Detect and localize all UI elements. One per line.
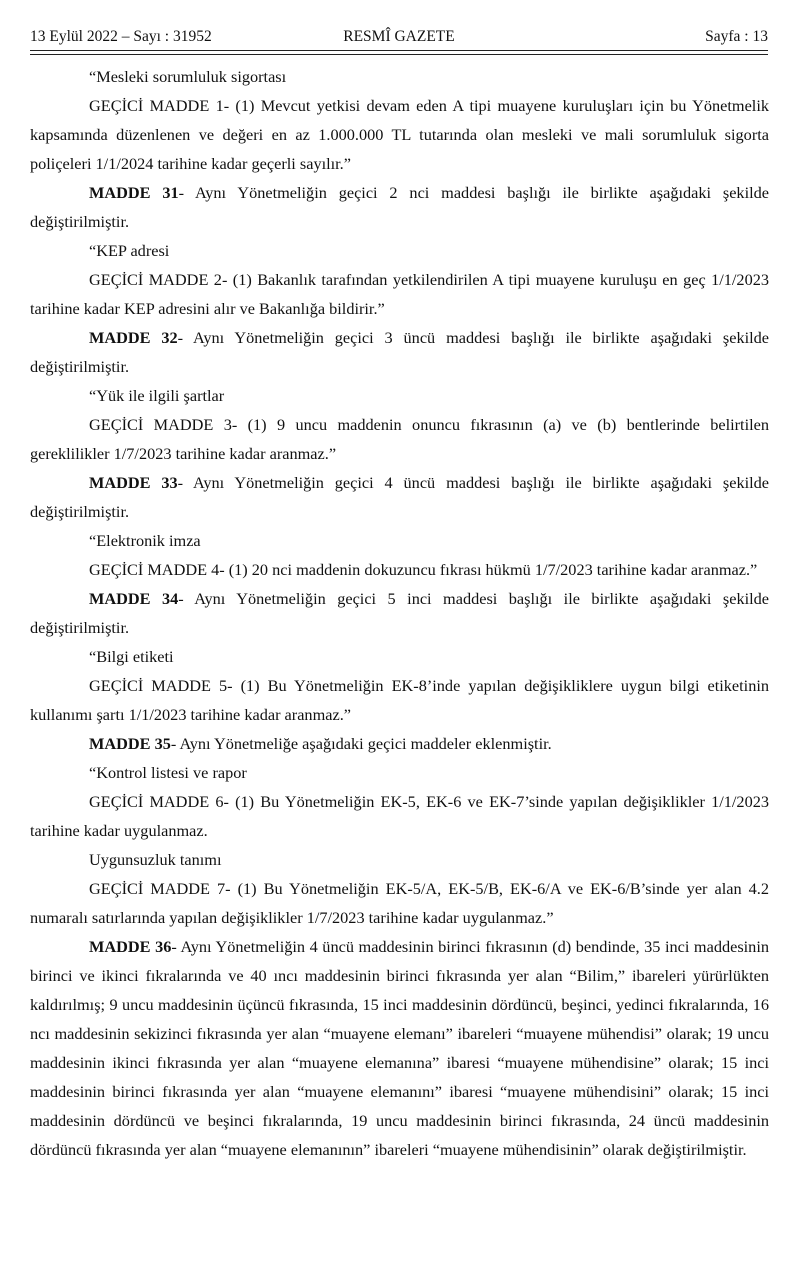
- article-text: - Aynı Yönetmeliğin geçici 3 üncü maddesi başlığı ile birlikte aşağıdaki şekilde değiştirilmiştir.: [30, 328, 769, 376]
- heading-mesleki-sorumluluk: [30, 62, 769, 91]
- article-text: - Aynı Yönetmeliğe aşağıdaki geçici maddeler eklenmiştir.: [170, 734, 552, 753]
- article-madde-36: [30, 932, 769, 1164]
- heading-yuk-sartlar: [30, 381, 769, 410]
- article-number: MADDE 35: [89, 734, 171, 753]
- header-rule-top: [30, 50, 768, 51]
- heading-text: “Bilgi etiketi: [89, 647, 174, 666]
- article-number: MADDE 31: [89, 183, 179, 202]
- heading-kontrol-listesi: [30, 758, 769, 787]
- paragraph-text: GEÇİCİ MADDE 1- (1) Mevcut yetkisi devam eden A tipi muayene kuruluşları için bu Yönetmelik kapsamında düzenlenen ve değeri en az 1.000.000 TL tutarında olan mesleki ve mali sorumluluk sigorta poliçeleri 1/1/2024 tarihine kadar geçerli sayılır.”: [30, 96, 769, 173]
- article-number: MADDE 34: [89, 589, 179, 608]
- paragraph-gecici-madde-4: [30, 555, 769, 584]
- heading-elektronik-imza: [30, 526, 769, 555]
- page-header: [30, 26, 768, 48]
- heading-text: “Mesleki sorumluluk sigortası: [89, 67, 287, 86]
- heading-text: “Elektronik imza: [89, 531, 201, 550]
- article-text: - Aynı Yönetmeliğin geçici 5 inci maddesi başlığı ile birlikte aşağıdaki şekilde değiştirilmiştir.: [30, 589, 770, 637]
- article-madde-31: [30, 178, 769, 236]
- article-madde-32: [30, 323, 769, 381]
- paragraph-text: GEÇİCİ MADDE 2- (1) Bakanlık tarafından yetkilendirilen A tipi muayene kuruluşu en geç 1/1/2023 tarihine kadar KEP adresini alır ve Bakanlığa bildirir.”: [30, 270, 769, 318]
- heading-bilgi-etiketi: [30, 642, 769, 671]
- article-madde-35: [30, 729, 769, 758]
- article-text: - Aynı Yönetmeliğin geçici 4 üncü maddesi başlığı ile birlikte aşağıdaki şekilde değiştirilmiştir.: [30, 473, 769, 521]
- article-number: MADDE 33: [89, 473, 178, 492]
- heading-text: “KEP adresi: [89, 241, 170, 260]
- heading-text: “Kontrol listesi ve rapor: [89, 763, 247, 782]
- paragraph-gecici-madde-5: [30, 671, 769, 729]
- article-number: MADDE 36: [89, 937, 172, 956]
- paragraph-text: GEÇİCİ MADDE 3- (1) 9 uncu maddenin onuncu fıkrasının (a) ve (b) bentlerinde belirtilen gereklilikler 1/7/2023 tarihine kadar aranmaz.”: [30, 415, 769, 463]
- paragraph-text: GEÇİCİ MADDE 5- (1) Bu Yönetmeliğin EK-8’inde yapılan değişikliklere uygun bilgi etiketinin kullanımı şartı 1/1/2023 tarihine kadar aranmaz.”: [30, 676, 769, 724]
- heading-kep-adresi: [30, 236, 769, 265]
- paragraph-text: GEÇİCİ MADDE 4- (1) 20 nci maddenin dokuzuncu fıkrası hükmü 1/7/2023 tarihine kadar aranmaz.”: [89, 560, 758, 579]
- paragraph-text: GEÇİCİ MADDE 6- (1) Bu Yönetmeliğin EK-5, EK-6 ve EK-7’sinde yapılan değişiklikler 1/1/2023 tarihine kadar uygulanmaz.: [30, 792, 769, 840]
- heading-text: “Yük ile ilgili şartlar: [89, 386, 225, 405]
- article-madde-33: [30, 468, 769, 526]
- paragraph-text: GEÇİCİ MADDE 7- (1) Bu Yönetmeliğin EK-5/A, EK-5/B, EK-6/A ve EK-6/B’sinde yer alan 4.2 numaralı satırlarında yapılan değişiklikler 1/7/2023 tarihine kadar uygulanmaz.”: [30, 879, 769, 927]
- header-rule-bottom: [30, 54, 768, 55]
- gazette-title: RESMÎ GAZETE: [343, 28, 455, 45]
- paragraph-gecici-madde-3: [30, 410, 769, 468]
- paragraph-gecici-madde-2: [30, 265, 769, 323]
- paragraph-gecici-madde-7: [30, 874, 769, 932]
- article-text: - Aynı Yönetmeliğin geçici 2 nci maddesi başlığı ile birlikte aşağıdaki şekilde değiştirilmiştir.: [30, 183, 769, 231]
- issue-date-number: 13 Eylül 2022 – Sayı : 31952: [30, 28, 212, 45]
- page-number: Sayfa : 13: [705, 28, 768, 45]
- paragraph-gecici-madde-1: [30, 91, 769, 178]
- document-body: [30, 62, 769, 1164]
- heading-text: Uygunsuzluk tanımı: [89, 850, 222, 869]
- heading-uygunsuzluk-tanimi: [30, 845, 769, 874]
- article-madde-34: [30, 584, 769, 642]
- article-number: MADDE 32: [89, 328, 178, 347]
- article-text: - Aynı Yönetmeliğin 4 üncü maddesinin birinci fıkrasının (d) bendinde, 35 inci maddesinin birinci ve ikinci fıkralarında ve 40 ıncı maddesinin birinci fıkrasında yer alan “Bilim,” ibareleri yürürlükten kaldırılmış; 9 uncu maddesinin üçüncü fıkrasında, 15 inci maddesinin dördüncü, beşinci, yedinci fıkralarında, 16 ncı maddesinin sekizinci fıkrasında yer alan “muayene elemanı” ibareleri “muayene mühendisi” olarak; 19 uncu maddesinin ikinci fıkrasında yer alan “muayene elemanına” ibaresi “muayene mühendisine” olarak; 15 inci maddesinin birinci fıkrasında yer alan “muayene elemanını” ibaresi “muayene mühendisini” olarak; 15 inci maddesinin dördüncü ve beşinci fıkralarında, 19 uncu maddesinin birinci fıkrasında, 24 üncü maddesinin dördüncü fıkrasında yer alan “muayene elemanının” ibareleri “muayene mühendisinin” olarak değiştirilmiştir.: [30, 937, 769, 1159]
- paragraph-gecici-madde-6: [30, 787, 769, 845]
